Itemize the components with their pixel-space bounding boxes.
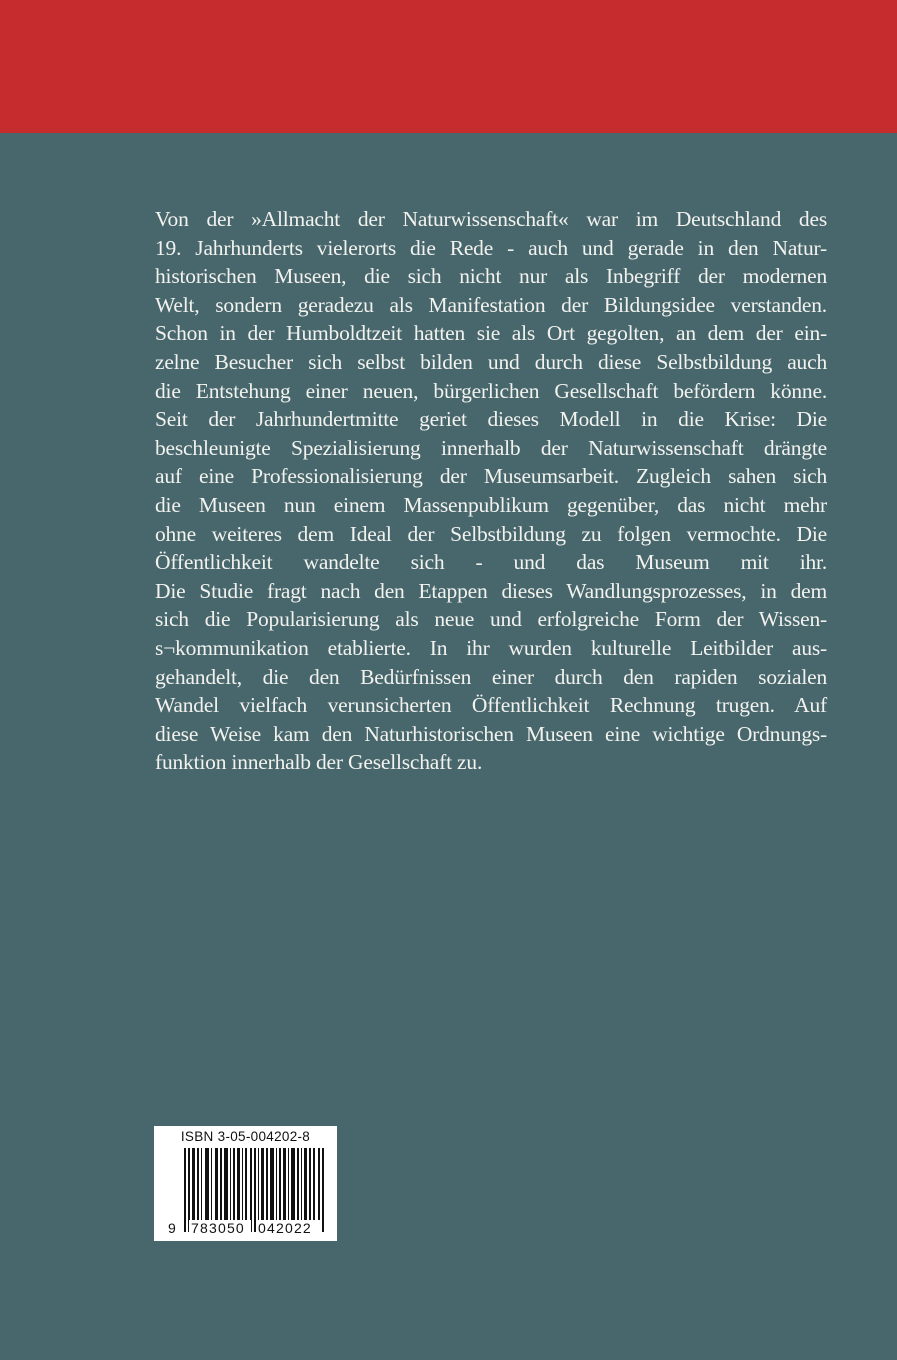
blurb-line: beschleunigte Spezialisierung innerhalb der Naturwissenschaft drängte [155,435,827,460]
blurb-line: Öffentlichkeit wandelte sich - und das Museum mit ihr. [155,550,827,575]
blurb-line: die Entstehung einer neuen, bürgerlichen Gesellschaft befördern könne. [155,378,827,403]
blurb-line: sich die Popularisierung als neue und erfolgreiche Form der Wissen- [155,607,827,632]
blurb-line: Die Studie fragt nach den Etappen dieses Wandlungsprozesses, in dem [155,578,827,603]
blurb-line: s¬kommunikation etablierte. In ihr wurden kulturelle Leitbilder aus- [155,635,827,660]
blurb-line: diese Weise kam den Naturhistorischen Museen eine wichtige Ordnungs- [155,721,827,746]
isbn-label: ISBN 3-05-004202-8 [180,1129,311,1144]
ean-left-digits: 783050 [189,1220,251,1236]
blurb-line: Welt, sondern geradezu als Manifestation der Bildungsidee verstanden. [155,292,827,317]
blurb-line: Von der »Allmacht der Naturwissenschaft« war im Deutschland des [155,207,827,231]
blurb-line: gehandelt, die den Bedürfnissen einer durch den rapiden sozialen [155,664,827,689]
blurb-line: auf eine Professionalisierung der Museumsarbeit. Zugleich sahen sich [155,464,827,489]
blurb-line: Schon in der Humboldtzeit hatten sie als Ort gegolten, an dem der ein- [155,321,827,346]
blurb-line: historischen Museen, die sich nicht nur als Inbegriff der modernen [155,264,827,289]
blurb-line: Wandel vielfach verunsicherten Öffentlichkeit Rechnung trugen. Auf [155,693,827,718]
blurb-line: ohne weiteres dem Ideal der Selbstbildung zu folgen vermochte. Die [155,521,827,546]
blurb-line: Seit der Jahrhundertmitte geriet dieses Modell in die Krise: Die [155,407,827,432]
blurb-line: die Museen nun einem Massenpublikum gegenüber, das nicht mehr [155,492,827,517]
blurb-line: funktion innerhalb der Gesellschaft zu. [155,750,483,775]
ean-first-digit: 9 [168,1220,176,1236]
blurb-line: zelne Besucher sich selbst bilden und durch diese Selbstbildung auch [155,349,827,374]
back-cover-blurb [155,205,827,777]
ean-right-digits: 042022 [256,1220,322,1236]
isbn-barcode [154,1126,337,1241]
cover-top-band [0,0,897,133]
blurb-line: 19. Jahrhunderts vielerorts die Rede - auch und gerade in den Natur- [155,235,827,260]
